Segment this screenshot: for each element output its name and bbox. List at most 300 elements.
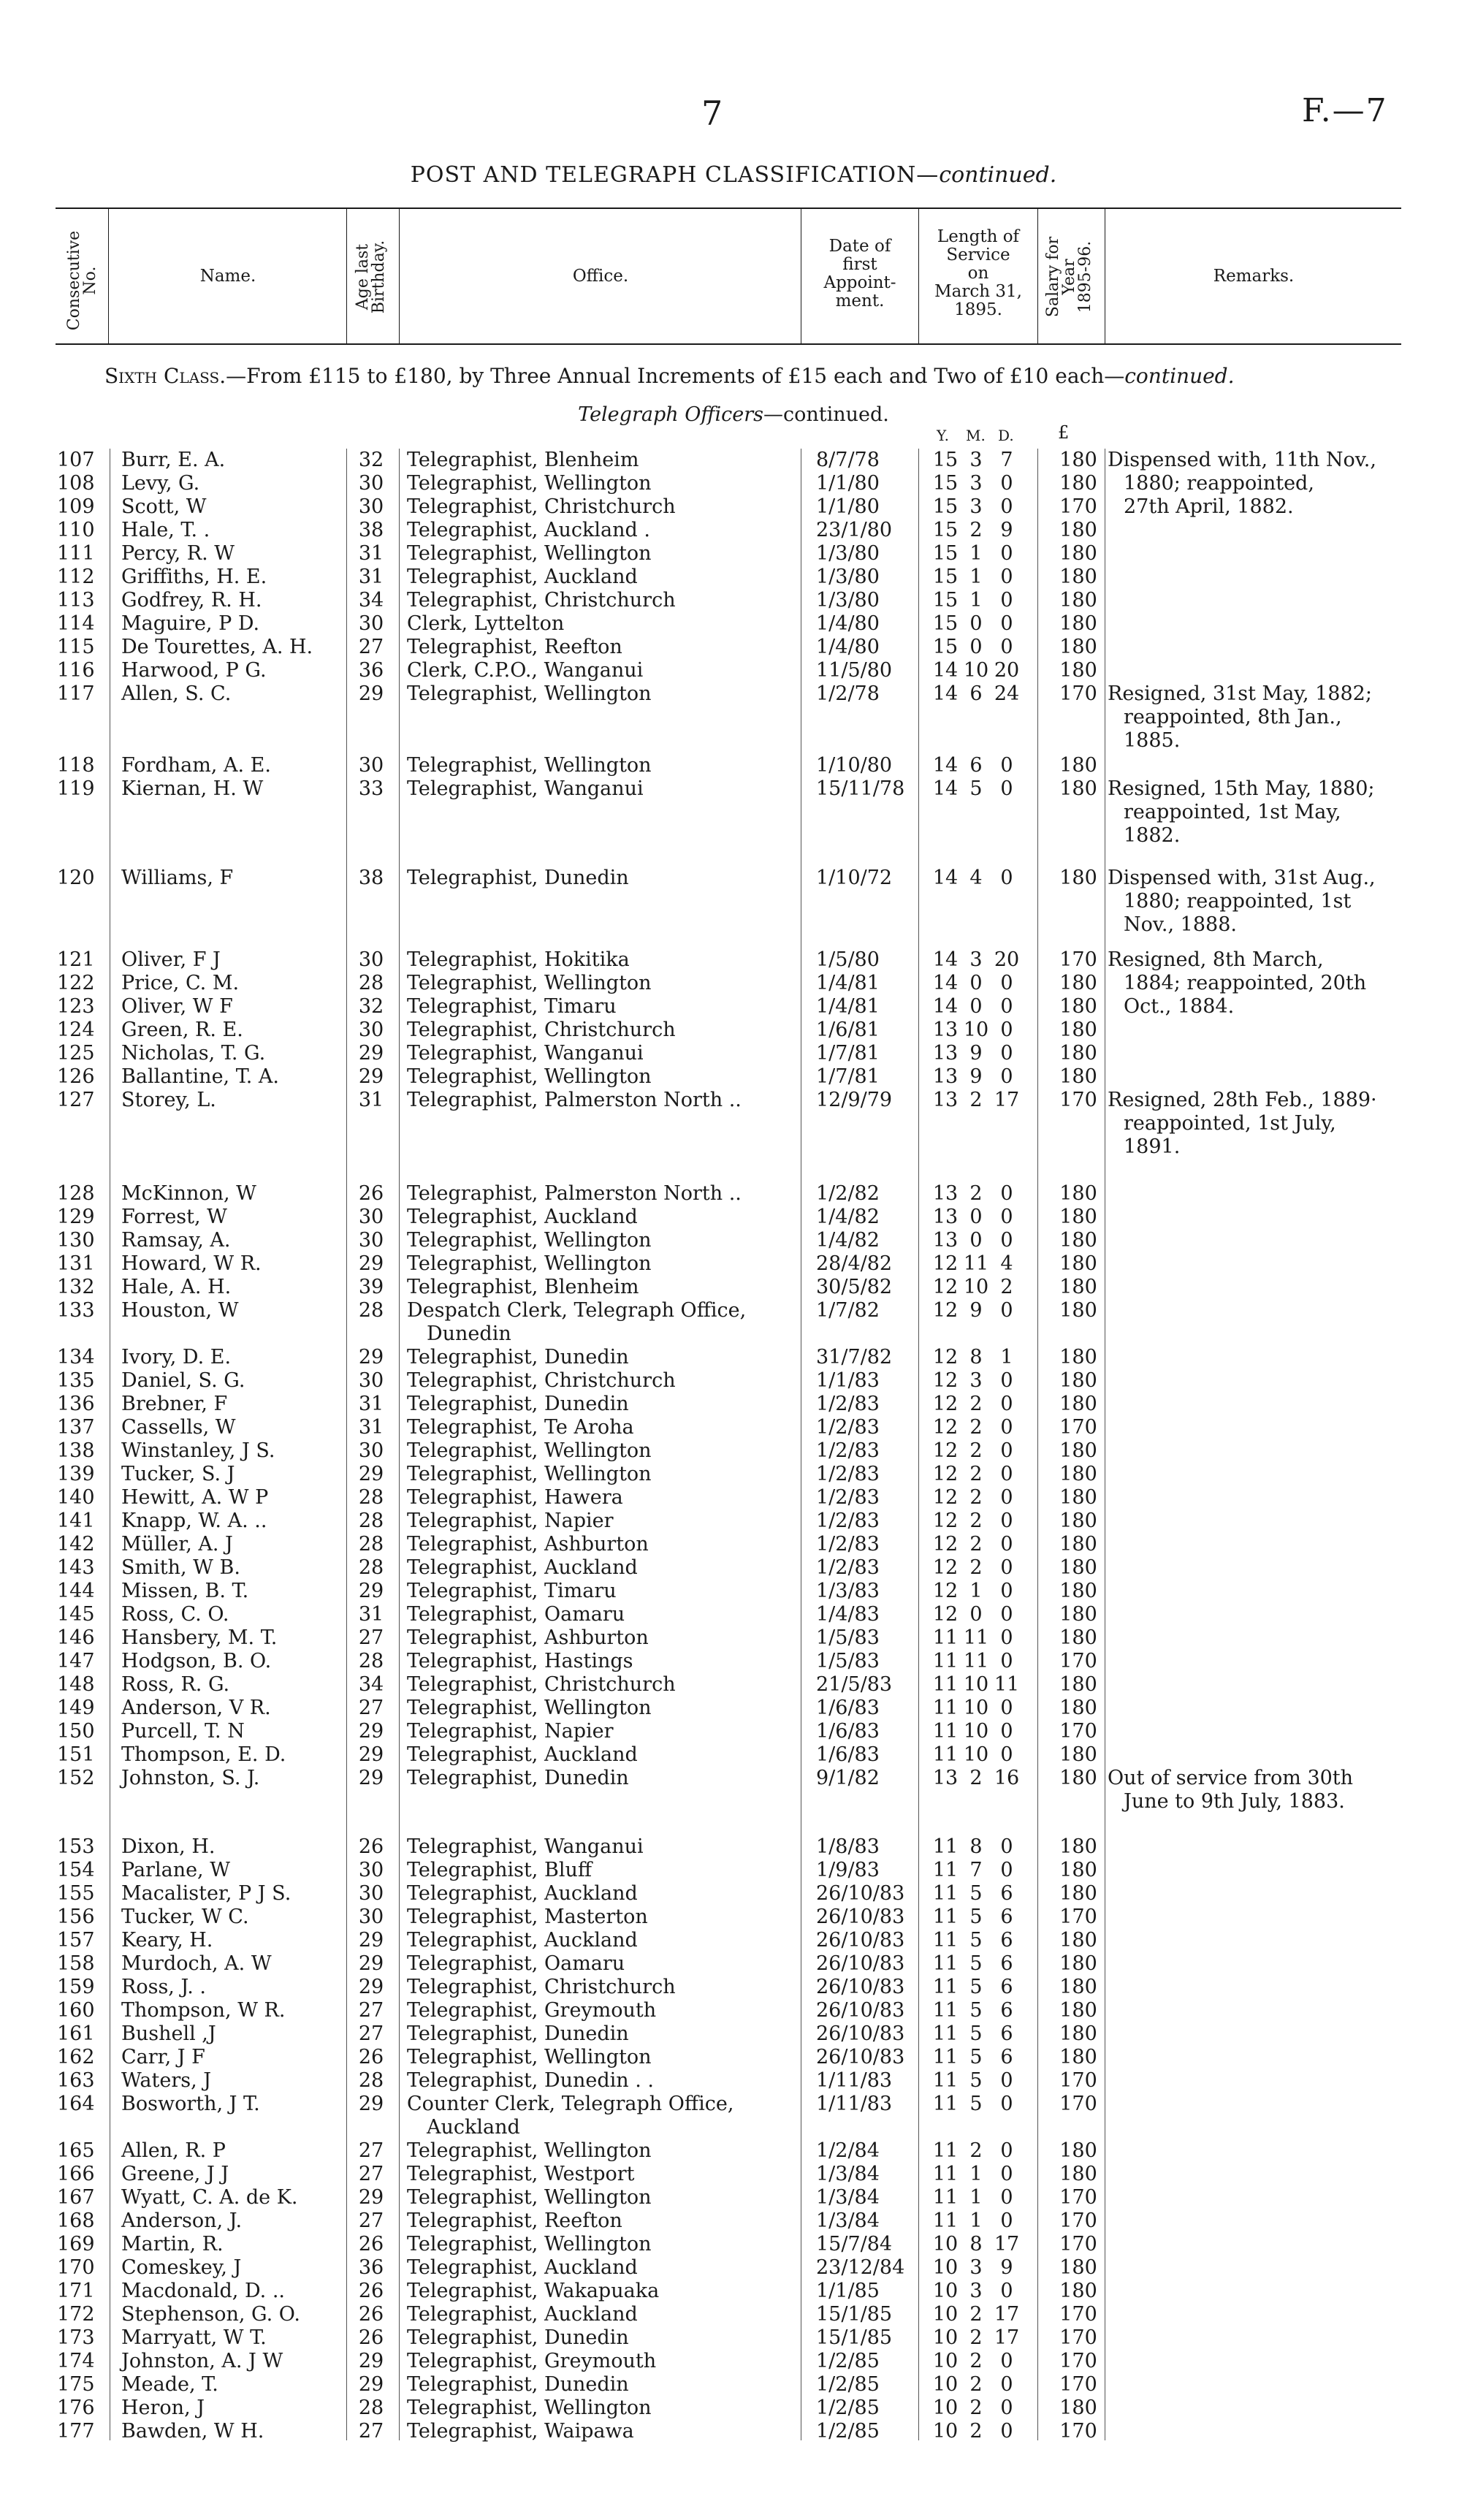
cell-salary: 180 (1059, 2022, 1097, 2045)
cell-age: 30 (358, 1229, 384, 1252)
cell-salary: 180 (1059, 566, 1097, 588)
cell-y: 10 (932, 2373, 959, 2396)
cell-m: 9 (969, 1065, 983, 1088)
cell-date: 15/7/84 (816, 2233, 893, 2256)
cell-name: Anderson, J. (121, 2209, 243, 2232)
cell-date: 1/2/85 (816, 2350, 880, 2372)
cell-age: 28 (358, 1510, 384, 1532)
table-row (0, 2373, 1467, 2397)
remark-line: 1880; reappointed, (1124, 472, 1314, 495)
cell-no: 111 (57, 542, 95, 565)
cell-d: 0 (1000, 2186, 1013, 2209)
cell-name: Waters, J (121, 2069, 212, 2092)
cell-no: 168 (57, 2209, 95, 2232)
cell-name: Brebner, F (121, 1393, 228, 1415)
table-row (0, 1065, 1467, 1089)
cell-name: Greene, J J (121, 2163, 229, 2185)
cell-salary: 180 (1059, 1603, 1097, 1626)
cell-age: 30 (358, 1859, 384, 1881)
cell-date: 1/4/83 (816, 1603, 880, 1626)
remark-line: Resigned, 31st May, 1882; (1108, 682, 1372, 705)
cell-y: 12 (932, 1533, 959, 1556)
cell-name: Heron, J (121, 2397, 205, 2419)
cell-office: Telegraphist, Wellington (407, 1229, 652, 1252)
cell-age: 26 (358, 2233, 384, 2256)
cell-date: 1/3/80 (816, 542, 880, 565)
header-text: ment. (835, 292, 885, 311)
cell-office-continued: Auckland (427, 2116, 520, 2139)
cell-name: Tucker, S. J (121, 1463, 235, 1485)
cell-no: 170 (57, 2256, 95, 2279)
cell-age: 29 (358, 1929, 384, 1952)
cell-age: 28 (358, 1486, 384, 1509)
cell-m: 4 (969, 867, 983, 889)
cell-age: 38 (358, 519, 384, 541)
cell-date: 1/2/83 (816, 1556, 880, 1579)
cell-name: Williams, F (121, 867, 234, 889)
cell-y: 14 (932, 995, 959, 1018)
cell-salary: 180 (1059, 1952, 1097, 1975)
remark-line: reappointed, 8th Jan., (1124, 706, 1342, 728)
cell-y: 10 (932, 2420, 959, 2443)
cell-m: 2 (969, 1089, 983, 1111)
cell-salary: 170 (1059, 2209, 1097, 2232)
cell-name: Johnston, A. J W (121, 2350, 283, 2372)
cell-office: Telegraphist, Dunedin . . (407, 2069, 655, 2092)
cell-d: 0 (1000, 2397, 1013, 2419)
cell-m: 2 (969, 2397, 983, 2419)
cell-d: 20 (994, 659, 1020, 682)
cell-office: Telegraphist, Greymouth (407, 2350, 657, 2372)
cell-date: 1/2/83 (816, 1416, 880, 1439)
cell-name: Dixon, H. (121, 1835, 216, 1858)
cell-age: 34 (358, 589, 384, 612)
table-row (0, 1463, 1467, 1486)
cell-d: 0 (1000, 1439, 1013, 1462)
section-class: Sixth Class (104, 364, 220, 388)
cell-d: 0 (1000, 972, 1013, 994)
cell-m: 2 (969, 1439, 983, 1462)
cell-d: 0 (1000, 2420, 1013, 2443)
cell-age: 29 (358, 1065, 384, 1088)
cell-date: 9/1/82 (816, 1767, 880, 1789)
cell-office: Telegraphist, Wellington (407, 2233, 652, 2256)
cell-salary: 170 (1059, 2093, 1097, 2115)
cell-office: Telegraphist, Wakapuaka (407, 2280, 660, 2302)
cell-name: Purcell, T. N (121, 1720, 245, 1743)
cell-y: 10 (932, 2280, 959, 2302)
cell-no: 154 (57, 1859, 95, 1881)
cell-no: 149 (57, 1697, 95, 1719)
cell-d: 0 (1000, 1369, 1013, 1392)
cell-office: Telegraphist, Christchurch (407, 1019, 676, 1041)
cell-name: Hansbery, M. T. (121, 1626, 278, 1649)
cell-salary: 170 (1059, 2350, 1097, 2372)
cell-y: 11 (932, 1999, 959, 2022)
header-divider (108, 209, 109, 343)
cell-office: Telegraphist, Westport (407, 2163, 635, 2185)
cell-office: Telegraphist, Dunedin (407, 2326, 629, 2349)
cell-date: 26/10/83 (816, 1999, 905, 2022)
cell-d: 6 (1000, 1929, 1013, 1952)
cell-y: 11 (932, 1906, 959, 1928)
cell-name: Thompson, E. D. (121, 1743, 286, 1766)
table-row (0, 1556, 1467, 1580)
table-row (0, 1510, 1467, 1533)
cell-y: 10 (932, 2397, 959, 2419)
cell-name: Godfrey, R. H. (121, 589, 262, 612)
cell-no: 163 (57, 2069, 95, 2092)
cell-m: 2 (969, 1486, 983, 1509)
remark (1108, 1089, 1394, 1159)
cell-name: Cassells, W (121, 1416, 236, 1439)
cell-y: 15 (932, 495, 959, 518)
remark (1108, 867, 1394, 937)
cell-no: 155 (57, 1882, 95, 1905)
cell-d: 7 (1000, 449, 1013, 471)
cell-salary: 180 (1059, 1999, 1097, 2022)
table-row (0, 1299, 1467, 1345)
cell-age: 29 (358, 1252, 384, 1275)
header-remarks: Remarks. (1213, 267, 1295, 286)
cell-date: 1/2/85 (816, 2420, 880, 2443)
remark-line: 27th April, 1882. (1124, 495, 1294, 518)
cell-salary: 170 (1059, 948, 1097, 971)
cell-office: Telegraphist, Auckland (407, 1556, 638, 1579)
remark-line: 1882. (1124, 824, 1181, 847)
cell-d: 0 (1000, 1065, 1013, 1088)
table-row (0, 2350, 1467, 2373)
cell-office: Telegraphist, Wanganui (407, 1835, 644, 1858)
cell-m: 6 (969, 754, 983, 777)
cell-age: 26 (358, 2280, 384, 2302)
cell-no: 175 (57, 2373, 95, 2396)
cell-age: 32 (358, 449, 384, 471)
cell-y: 15 (932, 566, 959, 588)
cell-date: 1/8/83 (816, 1835, 880, 1858)
cell-salary: 180 (1059, 2139, 1097, 2162)
cell-salary: 180 (1059, 1859, 1097, 1881)
cell-name: Thompson, W R. (121, 1999, 286, 2022)
cell-name: Scott, W (121, 495, 207, 518)
section-continued: continued. (1124, 364, 1235, 388)
remark (1108, 777, 1394, 848)
cell-m: 3 (969, 2256, 983, 2279)
cell-date: 1/6/83 (816, 1743, 880, 1766)
cell-age: 29 (358, 1042, 384, 1065)
cell-y: 11 (932, 1673, 959, 1696)
cell-m: 2 (969, 1533, 983, 1556)
cell-date: 1/1/83 (816, 1369, 880, 1392)
header-length (920, 228, 1037, 319)
cell-d: 0 (1000, 754, 1013, 777)
cell-age: 28 (358, 1533, 384, 1556)
header-salary (1045, 215, 1097, 339)
cell-no: 122 (57, 972, 95, 994)
cell-salary: 180 (1059, 1626, 1097, 1649)
header-office: Office. (572, 267, 629, 286)
cell-age: 27 (358, 636, 384, 658)
cell-name: Price, C. M. (121, 972, 240, 994)
cell-office: Telegraphist, Auckland (407, 1882, 638, 1905)
cell-m: 5 (969, 2046, 983, 2068)
cell-d: 2 (1000, 1276, 1013, 1298)
cell-d: 17 (994, 1089, 1020, 1111)
cell-date: 1/2/83 (816, 1486, 880, 1509)
cell-name: Murdoch, A. W (121, 1952, 272, 1975)
cell-office: Telegraphist, Wellington (407, 1439, 652, 1462)
cell-office: Telegraphist, Timaru (407, 1580, 617, 1602)
cell-no: 133 (57, 1299, 95, 1322)
cell-date: 1/4/81 (816, 995, 880, 1018)
cell-no: 174 (57, 2350, 95, 2372)
cell-d: 0 (1000, 1835, 1013, 1858)
cell-d: 0 (1000, 1229, 1013, 1252)
cell-salary: 170 (1059, 2233, 1097, 2256)
cell-m: 1 (969, 2163, 983, 2185)
cell-d: 0 (1000, 1859, 1013, 1881)
table-row (0, 542, 1467, 566)
remark-line: 1885. (1124, 729, 1181, 752)
cell-m: 2 (969, 1393, 983, 1415)
cell-no: 146 (57, 1626, 95, 1649)
cell-d: 16 (994, 1767, 1020, 1789)
cell-salary: 170 (1059, 2303, 1097, 2326)
cell-d: 6 (1000, 1906, 1013, 1928)
cell-d: 0 (1000, 1720, 1013, 1743)
cell-y: 11 (932, 2163, 959, 2185)
cell-salary: 180 (1059, 1299, 1097, 1322)
cell-date: 21/5/83 (816, 1673, 893, 1696)
cell-date: 1/1/80 (816, 495, 880, 518)
table-row (0, 1929, 1467, 1952)
cell-y: 10 (932, 2256, 959, 2279)
cell-m: 2 (969, 2373, 983, 2396)
cell-office: Telegraphist, Auckland (407, 2256, 638, 2279)
cell-d: 9 (1000, 519, 1013, 541)
cell-name: Bawden, W H. (121, 2420, 264, 2443)
cell-date: 1/6/83 (816, 1720, 880, 1743)
cell-m: 3 (969, 1369, 983, 1392)
header-text: Salary for (1044, 236, 1062, 318)
cell-age: 26 (358, 1835, 384, 1858)
cell-office: Telegraphist, Christchurch (407, 1673, 676, 1696)
cell-date: 12/9/79 (816, 1089, 893, 1111)
cell-office: Counter Clerk, Telegraph Office, (407, 2093, 734, 2115)
cell-office: Telegraphist, Napier (407, 1720, 614, 1743)
cell-name: Comeskey, J (121, 2256, 242, 2279)
cell-y: 15 (932, 449, 959, 471)
cell-no: 130 (57, 1229, 95, 1252)
cell-date: 1/4/80 (816, 612, 880, 635)
cell-salary: 180 (1059, 1976, 1097, 1998)
table-row (0, 1439, 1467, 1463)
cell-salary: 180 (1059, 1882, 1097, 1905)
cell-office: Telegraphist, Blenheim (407, 449, 639, 471)
cell-no: 150 (57, 1720, 95, 1743)
cell-date: 1/3/80 (816, 589, 880, 612)
cell-d: 1 (1000, 1346, 1013, 1369)
cell-y: 11 (932, 1720, 959, 1743)
header-text: March 31, (934, 282, 1022, 301)
cell-m: 3 (969, 472, 983, 495)
cell-date: 28/4/82 (816, 1252, 893, 1275)
cell-office: Telegraphist, Timaru (407, 995, 617, 1018)
table-row (0, 612, 1467, 636)
cell-m: 10 (963, 1743, 989, 1766)
unit-pound: £ (1058, 422, 1070, 443)
cell-m: 2 (969, 1510, 983, 1532)
remark (1108, 449, 1394, 519)
cell-y: 12 (932, 1510, 959, 1532)
cell-d: 17 (994, 2303, 1020, 2326)
unit-days: D. (998, 427, 1014, 444)
cell-name: Carr, J F (121, 2046, 205, 2068)
cell-age: 36 (358, 2256, 384, 2279)
cell-no: 126 (57, 1065, 95, 1088)
table-row (0, 1393, 1467, 1416)
cell-salary: 180 (1059, 1276, 1097, 1298)
cell-age: 28 (358, 972, 384, 994)
cell-y: 14 (932, 972, 959, 994)
cell-age: 27 (358, 2163, 384, 2185)
table-row (0, 1859, 1467, 1882)
cell-no: 136 (57, 1393, 95, 1415)
cell-age: 27 (358, 2139, 384, 2162)
cell-d: 0 (1000, 2163, 1013, 2185)
cell-d: 0 (1000, 472, 1013, 495)
cell-m: 5 (969, 1929, 983, 1952)
cell-no: 167 (57, 2186, 95, 2209)
cell-name: Oliver, W F (121, 995, 233, 1018)
cell-name: Daniel, S. G. (121, 1369, 245, 1392)
cell-age: 29 (358, 2093, 384, 2115)
header-divider (1037, 209, 1038, 343)
cell-y: 15 (932, 519, 959, 541)
cell-age: 30 (358, 948, 384, 971)
cell-m: 2 (969, 2303, 983, 2326)
cell-y: 15 (932, 472, 959, 495)
cell-date: 1/3/84 (816, 2209, 880, 2232)
cell-salary: 180 (1059, 1346, 1097, 1369)
cell-m: 3 (969, 449, 983, 471)
table-row (0, 1603, 1467, 1626)
cell-office: Telegraphist, Hawera (407, 1486, 623, 1509)
cell-d: 0 (1000, 2093, 1013, 2115)
cell-y: 14 (932, 867, 959, 889)
remark-line: 1880; reappointed, 1st (1124, 890, 1352, 913)
cell-office: Telegraphist, Auckland (407, 566, 638, 588)
cell-no: 173 (57, 2326, 95, 2349)
cell-no: 125 (57, 1042, 95, 1065)
remark-line: Nov., 1888. (1124, 913, 1237, 936)
cell-no: 129 (57, 1206, 95, 1228)
cell-y: 11 (932, 2022, 959, 2045)
cell-m: 0 (969, 612, 983, 635)
table-row (0, 1276, 1467, 1299)
header-text: No. (81, 266, 99, 295)
cell-name: Macalister, P J S. (121, 1882, 292, 1905)
table-row (0, 2069, 1467, 2093)
cell-d: 0 (1000, 1486, 1013, 1509)
table-row (0, 1835, 1467, 1859)
cell-name: Green, R. E. (121, 1019, 243, 1041)
cell-date: 1/2/82 (816, 1182, 880, 1205)
cell-y: 13 (932, 1182, 959, 1205)
cell-d: 0 (1000, 1556, 1013, 1579)
cell-date: 1/1/85 (816, 2280, 880, 2302)
cell-m: 6 (969, 682, 983, 705)
cell-office: Telegraphist, Palmerston North .. (407, 1182, 742, 1205)
cell-d: 0 (1000, 1510, 1013, 1532)
table-row (0, 2303, 1467, 2326)
cell-no: 157 (57, 1929, 95, 1952)
cell-name: Allen, S. C. (121, 682, 232, 705)
cell-name: Hale, A. H. (121, 1276, 232, 1298)
cell-office: Telegraphist, Auckland (407, 2303, 638, 2326)
cell-name: Ross, R. G. (121, 1673, 230, 1696)
cell-name: Fordham, A. E. (121, 754, 271, 777)
cell-name: Winstanley, J S. (121, 1439, 275, 1462)
cell-no: 112 (57, 566, 95, 588)
cell-date: 1/10/72 (816, 867, 893, 889)
table-row (0, 1229, 1467, 1252)
cell-y: 10 (932, 2233, 959, 2256)
cell-date: 1/4/82 (816, 1206, 880, 1228)
cell-age: 30 (358, 1206, 384, 1228)
cell-date: 1/7/81 (816, 1065, 880, 1088)
cell-office: Telegraphist, Auckland (407, 1743, 638, 1766)
cell-no: 119 (57, 777, 95, 800)
cell-salary: 180 (1059, 1767, 1097, 1789)
cell-office: Telegraphist, Wellington (407, 682, 652, 705)
cell-no: 171 (57, 2280, 95, 2302)
cell-date: 1/10/80 (816, 754, 893, 777)
cell-office: Telegraphist, Wellington (407, 1065, 652, 1088)
cell-d: 0 (1000, 542, 1013, 565)
cell-office: Telegraphist, Napier (407, 1510, 614, 1532)
cell-salary: 180 (1059, 1369, 1097, 1392)
cell-salary: 180 (1059, 2163, 1097, 2185)
title-continued: continued. (939, 162, 1057, 188)
cell-name: Stephenson, G. O. (121, 2303, 300, 2326)
cell-m: 11 (963, 1252, 989, 1275)
cell-y: 11 (932, 1743, 959, 1766)
cell-date: 15/11/78 (816, 777, 905, 800)
cell-m: 0 (969, 972, 983, 994)
cell-no: 113 (57, 589, 95, 612)
cell-m: 1 (969, 589, 983, 612)
cell-m: 2 (969, 2350, 983, 2372)
remark-line: Resigned, 8th March, (1108, 948, 1324, 971)
cell-m: 1 (969, 1580, 983, 1602)
cell-y: 12 (932, 1299, 959, 1322)
cell-name: Missen, B. T. (121, 1580, 249, 1602)
cell-salary: 180 (1059, 1252, 1097, 1275)
cell-name: Houston, W (121, 1299, 239, 1322)
table-row (0, 1486, 1467, 1510)
cell-name: Harwood, P G. (121, 659, 267, 682)
cell-y: 14 (932, 754, 959, 777)
cell-date: 30/5/82 (816, 1276, 893, 1298)
cell-d: 17 (994, 2233, 1020, 2256)
cell-office: Telegraphist, Bluff (407, 1859, 592, 1881)
cell-d: 6 (1000, 2022, 1013, 2045)
cell-office: Telegraphist, Dunedin (407, 867, 629, 889)
cell-office: Telegraphist, Christchurch (407, 1976, 676, 1998)
cell-age: 26 (358, 2303, 384, 2326)
table-row (0, 636, 1467, 659)
